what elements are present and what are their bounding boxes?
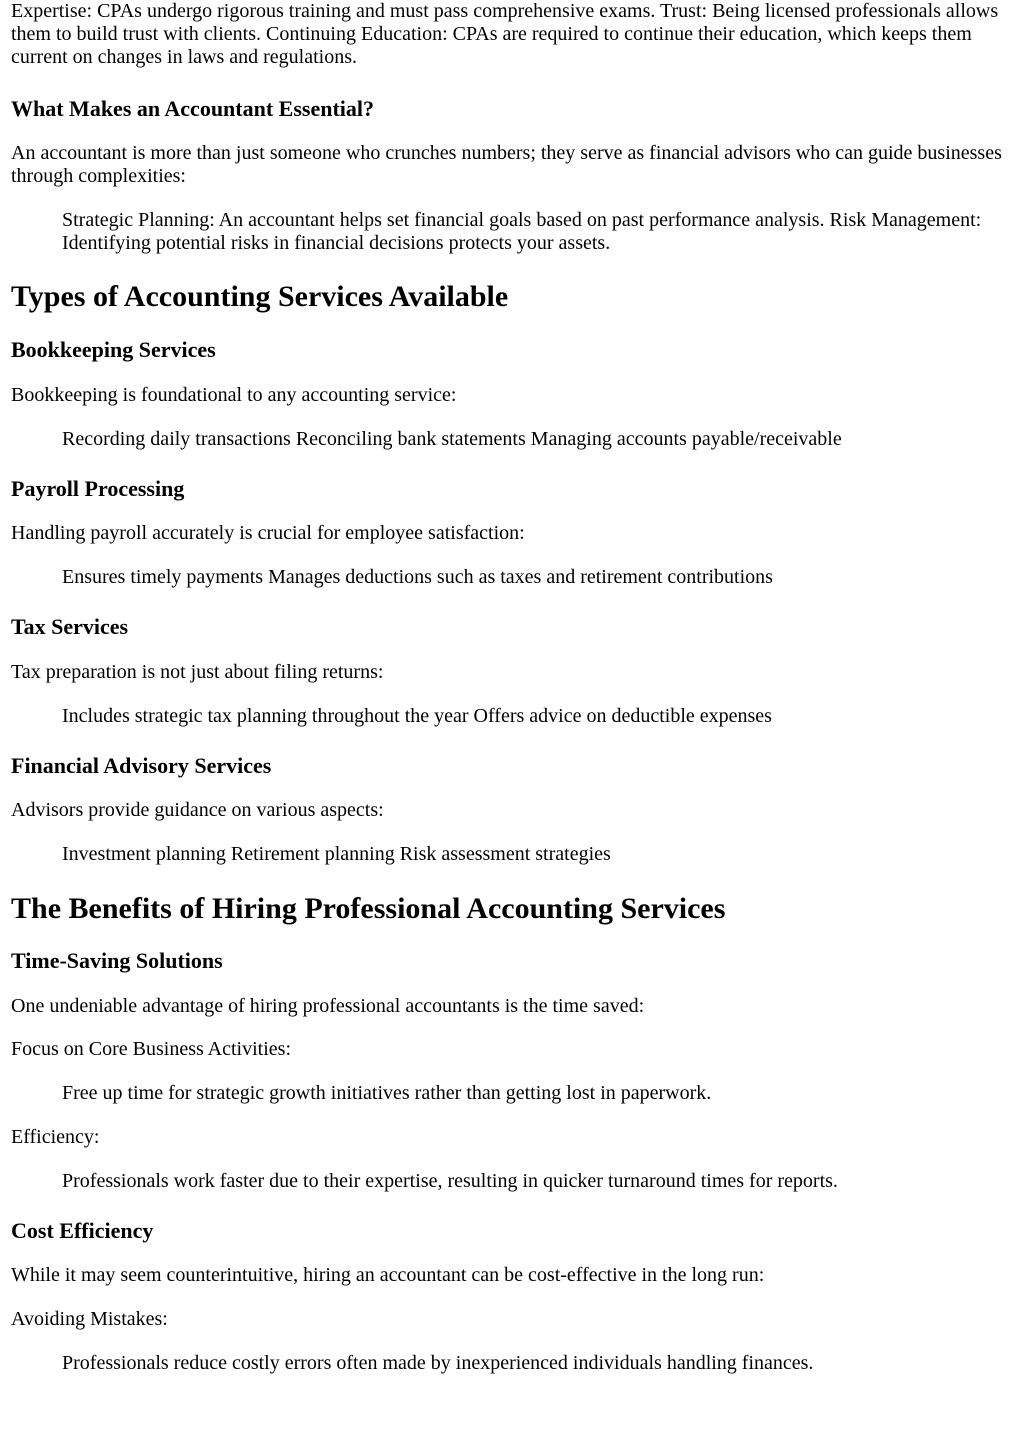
cost-efficiency-heading: Cost Efficiency xyxy=(11,1218,154,1243)
bookkeeping-paragraph: Bookkeeping is foundational to any accounting service: xyxy=(11,384,457,406)
cost-efficiency-paragraph: While it may seem counterintuitive, hiring an accountant can be cost-effective in the long run: xyxy=(11,1264,765,1286)
efficiency-description: Professionals work faster due to their expertise, resulting in quicker turnaround times for reports. xyxy=(62,1170,838,1192)
tax-blockquote: Includes strategic tax planning throughout the year Offers advice on deductible expenses xyxy=(62,705,772,727)
advisory-heading: Financial Advisory Services xyxy=(11,753,272,778)
essential-blockquote: Strategic Planning: An accountant helps set financial goals based on past performance analysis. Risk Management: Identifying potential risks in financial decisions protects your assets. xyxy=(62,209,982,254)
tax-paragraph: Tax preparation is not just about filing returns: xyxy=(11,661,384,683)
essential-paragraph: An accountant is more than just someone who crunches numbers; they serve as financial advisors who can guide businesses through complexities: xyxy=(11,142,1002,187)
advisory-blockquote: Investment planning Retirement planning Risk assessment strategies xyxy=(62,843,611,865)
core-focus-term: Focus on Core Business Activities: xyxy=(11,1038,291,1060)
payroll-blockquote: Ensures timely payments Manages deductions such as taxes and retirement contributions xyxy=(62,566,773,588)
advisory-paragraph: Advisors provide guidance on various aspects: xyxy=(11,799,384,821)
avoiding-mistakes-description: Professionals reduce costly errors often made by inexperienced individuals handling finances. xyxy=(62,1352,814,1374)
tax-heading: Tax Services xyxy=(11,614,129,639)
intro-paragraph: Expertise: CPAs undergo rigorous training and must pass comprehensive exams. Trust: Being licensed professionals allows them to build trust with clients. Continuing Education: CPAs are required to continue their education, which keeps them current on changes in laws and regulations. xyxy=(11,0,999,68)
bookkeeping-blockquote: Recording daily transactions Reconciling bank statements Managing accounts payable/receivable xyxy=(62,428,842,450)
time-saving-heading: Time-Saving Solutions xyxy=(11,948,223,973)
benefits-heading: The Benefits of Hiring Professional Accounting Services xyxy=(11,892,726,925)
avoiding-mistakes-term: Avoiding Mistakes: xyxy=(11,1308,168,1330)
time-saving-paragraph: One undeniable advantage of hiring professional accountants is the time saved: xyxy=(11,995,645,1017)
payroll-paragraph: Handling payroll accurately is crucial for employee satisfaction: xyxy=(11,522,525,544)
bookkeeping-heading: Bookkeeping Services xyxy=(11,337,216,362)
payroll-heading: Payroll Processing xyxy=(11,476,185,501)
essential-heading: What Makes an Accountant Essential? xyxy=(11,96,375,121)
core-focus-description: Free up time for strategic growth initiatives rather than getting lost in paperwork. xyxy=(62,1082,712,1104)
efficiency-term: Efficiency: xyxy=(11,1126,100,1148)
types-heading: Types of Accounting Services Available xyxy=(11,280,509,313)
